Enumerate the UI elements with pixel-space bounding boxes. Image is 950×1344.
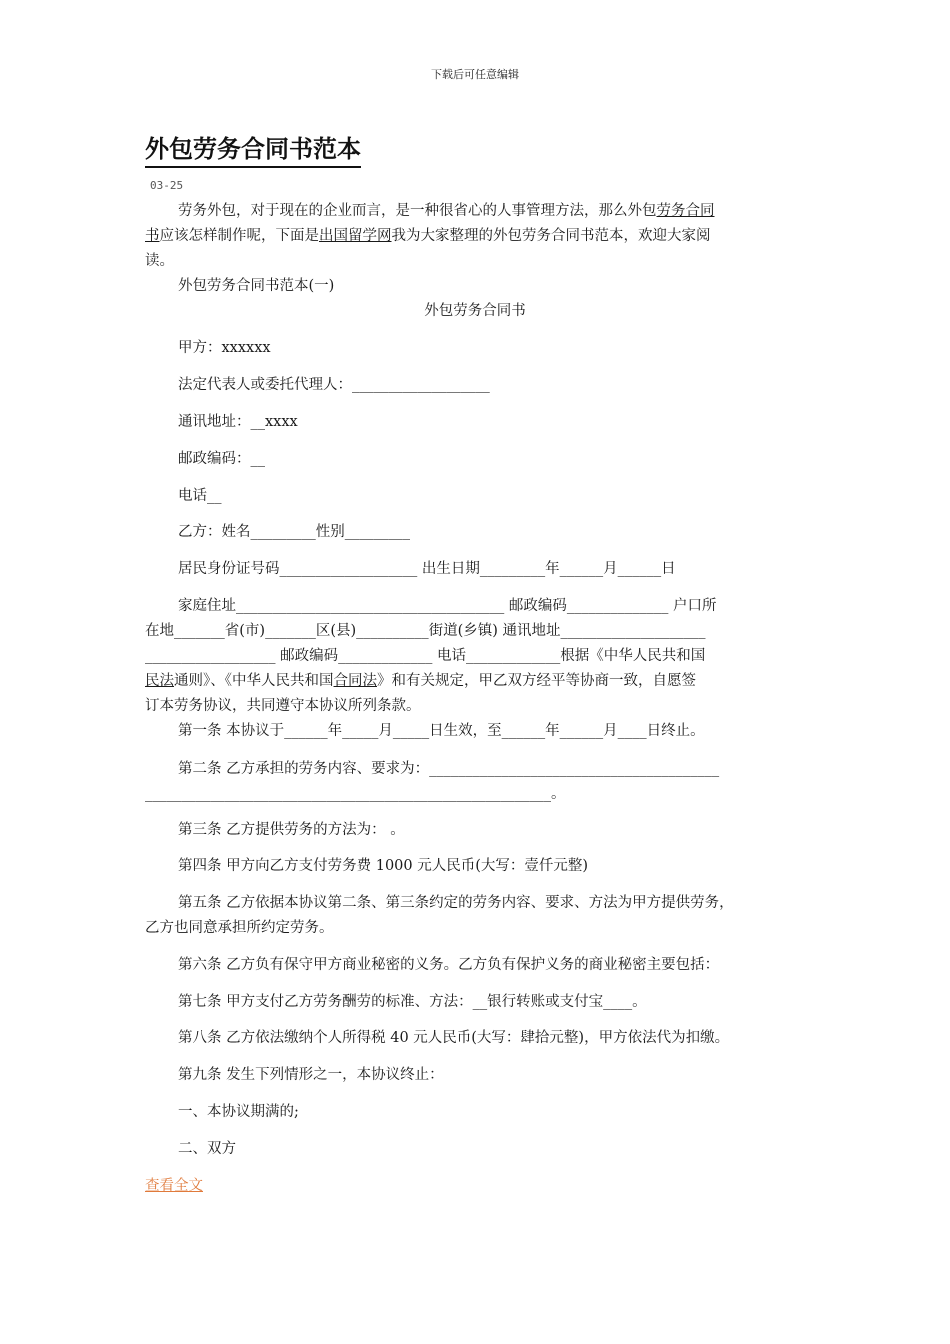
article-4: 第四条 甲方向乙方支付劳务费 1000 元人民币(大写：壹仟元整) <box>178 858 589 874</box>
article-3: 第三条 乙方提供劳务的方法为： 。 <box>178 822 405 838</box>
link-contract-law[interactable]: 合同法 <box>333 673 377 689</box>
intro-line-1 <box>145 199 820 224</box>
article-7: 第七条 甲方支付乙方劳务酬劳的标准、方法：__银行转账或支付宝____。 <box>178 994 647 1010</box>
article-8: 第八条 乙方依法缴纳个人所得税 40 元人民币(大写：肆拾元整)，甲方依法代为扣缴。 <box>178 1030 730 1046</box>
intro-line-2 <box>145 224 820 249</box>
intro-line-3: 读。 <box>145 253 174 269</box>
field-id-number: 居民身份证号码___________________ 出生日期_________年______月______日 <box>178 561 676 577</box>
article-2-line-2: ________________________________________________________。 <box>145 786 566 802</box>
law-text: 通则》、《中华人民共和国 <box>174 673 334 689</box>
field-postcode: 邮政编码：__ <box>178 451 265 467</box>
link-labor-contract[interactable]: 劳务合同 <box>656 203 715 219</box>
law-text: 》和有关规定，甲乙双方经平等协商一致，自愿签 <box>377 673 696 689</box>
link-labor-contract-cont[interactable]: 书 <box>145 228 160 244</box>
article-1: 第一条 本协议于______年_____月_____日生效，至______年______月____日终止。 <box>178 723 705 739</box>
field-party-a: 甲方：xxxxxx <box>178 340 271 356</box>
field-home-line-1: 家庭住址_____________________________________ 邮政编码______________ 户口所 <box>178 598 717 614</box>
article-5-line-2: 乙方也同意承担所约定劳务。 <box>145 920 334 936</box>
clause-2: 二、双方 <box>178 1141 236 1157</box>
link-civil-law[interactable]: 民法 <box>145 673 174 689</box>
field-home-line-2: 在地_______省(市)_______区(县)__________街道(乡镇) 通讯地址____________________ <box>145 623 706 639</box>
field-home-line-5: 订本劳务协议，共同遵守本协议所列条款。 <box>145 698 421 714</box>
field-legal-rep: 法定代表人或委托代理人：___________________ <box>178 377 490 393</box>
field-home-line-4 <box>145 669 820 694</box>
page-title: 外包劳务合同书范本 <box>145 133 361 168</box>
section-label: 外包劳务合同书范本(一) <box>178 278 335 294</box>
article-5-line-1: 第五条 乙方依据本协议第二条、第三条约定的劳务内容、要求、方法为甲方提供劳务， <box>178 895 734 911</box>
field-home-line-3: __________________ 邮政编码_____________ 电话_____________根据《中华人民共和国 <box>145 648 706 664</box>
header-note: 下载后可任意编辑 <box>431 68 519 81</box>
field-address: 通讯地址：__xxxx <box>178 414 298 430</box>
field-phone: 电话__ <box>178 488 222 504</box>
link-study-abroad[interactable]: 出国留学网 <box>319 228 392 244</box>
intro-text: 应该怎样制作呢，下面是 <box>159 228 319 244</box>
intro-text: 劳务外包，对于现在的企业而言，是一种很省心的人事管理方法，那么外包 <box>178 203 657 219</box>
read-full-text-link[interactable]: 查看全文 <box>145 1178 203 1194</box>
field-party-b: 乙方：姓名_________性别_________ <box>178 524 410 540</box>
contract-heading: 外包劳务合同书 <box>424 303 526 319</box>
intro-text: 我为大家整理的外包劳务合同书范本，欢迎大家阅 <box>391 228 711 244</box>
article-6: 第六条 乙方负有保守甲方商业秘密的义务。乙方负有保护义务的商业秘密主要包括： <box>178 957 720 973</box>
article-2-line-1: 第二条 乙方承担的劳务内容、要求为：________________________________________ <box>178 761 720 777</box>
clause-1: 一、本协议期满的; <box>178 1104 299 1120</box>
publish-date: 03-25 <box>150 179 184 192</box>
article-9: 第九条 发生下列情形之一，本协议终止： <box>178 1067 444 1083</box>
